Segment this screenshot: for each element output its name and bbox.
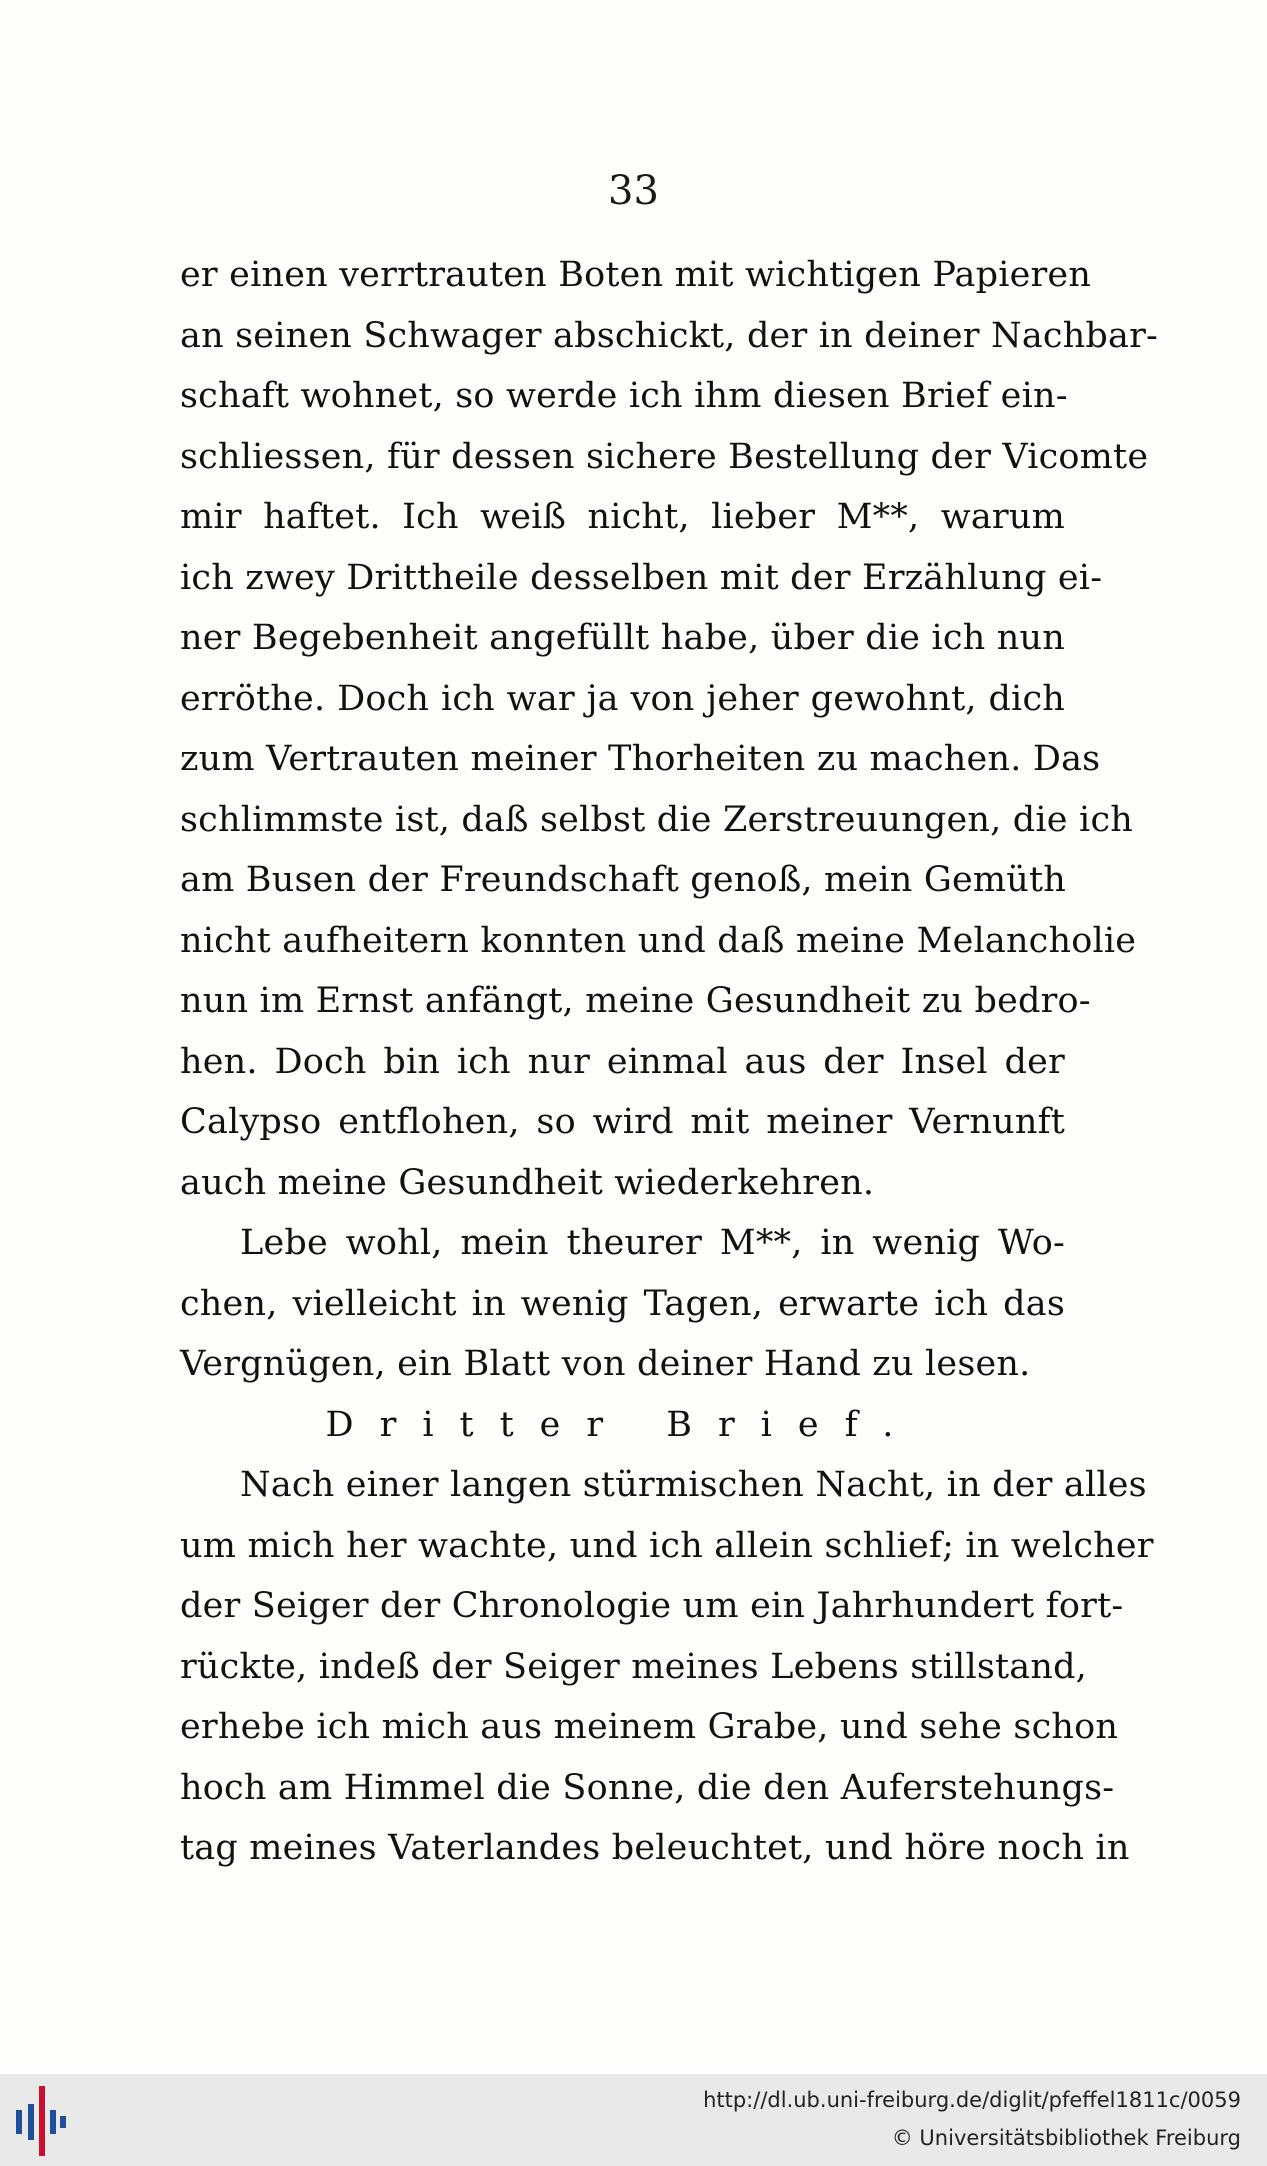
- text-line: Calypso entflohen, so wird mit meiner Vernunft: [180, 1102, 1065, 1142]
- text-line: um mich her wachte, und ich allein schlief; in welcher: [180, 1525, 1154, 1566]
- text-line: ich zwey Drittheile desselben mit der Erzählung ei-: [180, 557, 1103, 598]
- text-line: mir haftet. Ich weiß nicht, lieber M**, warum: [180, 497, 1065, 537]
- text-line: tag meines Vaterlandes beleuchtet, und höre noch in: [180, 1828, 1130, 1868]
- logo-bar-left: [16, 2110, 22, 2134]
- text-line: Vergnügen, ein Blatt von deiner Hand zu lesen.: [180, 1344, 1031, 1384]
- copyright-text: © Universitätsbibliothek Freiburg: [891, 2126, 1241, 2150]
- text-line: schaft wohnet, so werde ich ihm diesen Brief ein-: [180, 376, 1068, 416]
- logo-bar-far-right: [60, 2116, 66, 2128]
- text-line: auch meine Gesundheit wiederkehren.: [180, 1162, 875, 1203]
- text-line: erhebe ich mich aus meinem Grabe, und sehe schon: [180, 1707, 1119, 1747]
- text-line: hoch am Himmel die Sonne, die den Auferstehungs-: [180, 1767, 1115, 1808]
- text-line: an seinen Schwager abschickt, der in deiner Nachbar-: [180, 315, 1159, 356]
- text-line: Nach einer langen stürmischen Nacht, in der alles: [240, 1465, 1147, 1505]
- text-line: der Seiger der Chronologie um ein Jahrhundert fort-: [180, 1586, 1124, 1626]
- text-line: nicht aufheitern konnten und daß meine Melancholie: [180, 920, 1137, 961]
- page-number: 33: [608, 168, 659, 214]
- text-line: chen, vielleicht in wenig Tagen, erwarte ich das: [180, 1283, 1065, 1324]
- text-line: am Busen der Freundschaft genoß, mein Gemüth: [180, 860, 1067, 900]
- text-line: ner Begebenheit angefüllt habe, über die ich nun: [180, 618, 1065, 658]
- logo-bar-right: [50, 2110, 56, 2134]
- logo-bar-center-left: [28, 2104, 34, 2140]
- text-line: er einen verrtrauten Boten mit wichtigen Papieren: [180, 255, 1092, 295]
- text-line: Lebe wohl, mein theurer M**, in wenig Wo-: [240, 1223, 1065, 1263]
- text-line: hen. Doch bin ich nur einmal aus der Insel der: [180, 1041, 1065, 1082]
- ub-freiburg-logo-icon: [14, 2084, 70, 2158]
- letter-heading: Dritter Brief.: [325, 1404, 920, 1445]
- source-url-link[interactable]: http://dl.ub.uni-freiburg.de/diglit/pfeffel1811c/0059: [703, 2088, 1241, 2112]
- logo-bar-red: [39, 2086, 45, 2156]
- body-text: [180, 245, 1159, 1879]
- footer-bar: [0, 2074, 1267, 2166]
- text-line: rückte, indeß der Seiger meines Lebens stillstand,: [180, 1646, 1088, 1687]
- text-line: nun im Ernst anfängt, meine Gesundheit zu bedro-: [180, 981, 1091, 1021]
- text-line: schlimmste ist, daß selbst die Zerstreuungen, die ich: [180, 799, 1133, 840]
- text-line: schliessen, für dessen sichere Bestellung der Vicomte: [180, 436, 1149, 477]
- text-line: zum Vertrauten meiner Thorheiten zu machen. Das: [180, 739, 1101, 779]
- text-line: erröthe. Doch ich war ja von jeher gewohnt, dich: [180, 678, 1065, 719]
